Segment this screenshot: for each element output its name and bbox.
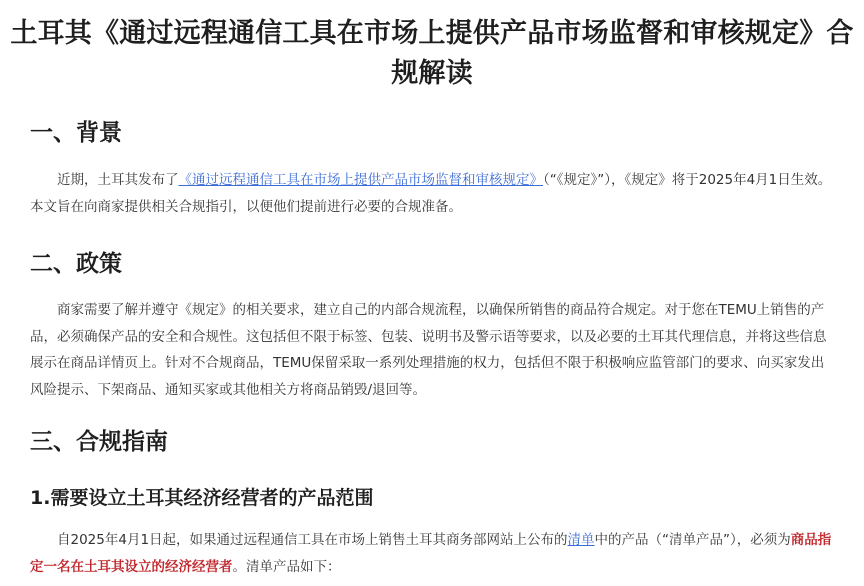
policy-paragraph: 商家需要了解并遵守《规定》的相关要求，建立自己的内部合规流程，以确保所销售的商品符合规定。对于您在TEMU上销售的产品，必须确保产品的安全和合规性。这包括但不限于标签、包装、说明书及警示语等要求，以及必要的土耳其代理信息，并将这些信息展示在商品详情页上。针对不合规商品，TEMU保留采取一系列处理措施的权力，包括但不限于积极响应监管部门的要求、向买家发出风险提示、下架商品、通知买家或其他相关方将商品销毁/退回等。 (30, 302, 827, 398)
background-text-2: （“《规定》”），《规定》将于2025年4月1日生效。本文旨在向商家提供相关合规指引，以便他们提前进行必要的合规准备。 (30, 172, 832, 215)
background-text-1: 近期，土耳其发布了 (57, 172, 179, 188)
scope-text-1: 自2025年4月1日起，如果通过远程通信工具在市场上销售土耳其商务部网站上公布的 (57, 532, 568, 548)
section-heading-background: 一、背景 (30, 120, 122, 146)
scope-text-3: 。清单产品如下： (232, 558, 341, 575)
title-wrap (0, 0, 864, 94)
section-heading-guide: 三、合规指南 (30, 429, 168, 455)
scope-highlight: 商品指定一名在土耳其设立的经济经营者 (30, 532, 832, 575)
regulation-link[interactable]: 《通过远程通信工具在市场上提供产品市场监督和审核规定》 (178, 172, 543, 188)
scope-paragraph (30, 527, 836, 580)
page-title: 土耳其《通过远程通信工具在市场上提供产品市场监督和审核规定》合规解读 (10, 18, 854, 89)
scope-text-2: 中的产品（“清单产品”），必须为 (594, 532, 791, 548)
sub-heading-product-scope: 1.需要设立土耳其经济经营者的产品范围 (30, 487, 374, 509)
background-paragraph (30, 167, 836, 220)
list-link[interactable]: 清单 (567, 532, 595, 548)
section-heading-policy: 二、政策 (30, 251, 122, 277)
